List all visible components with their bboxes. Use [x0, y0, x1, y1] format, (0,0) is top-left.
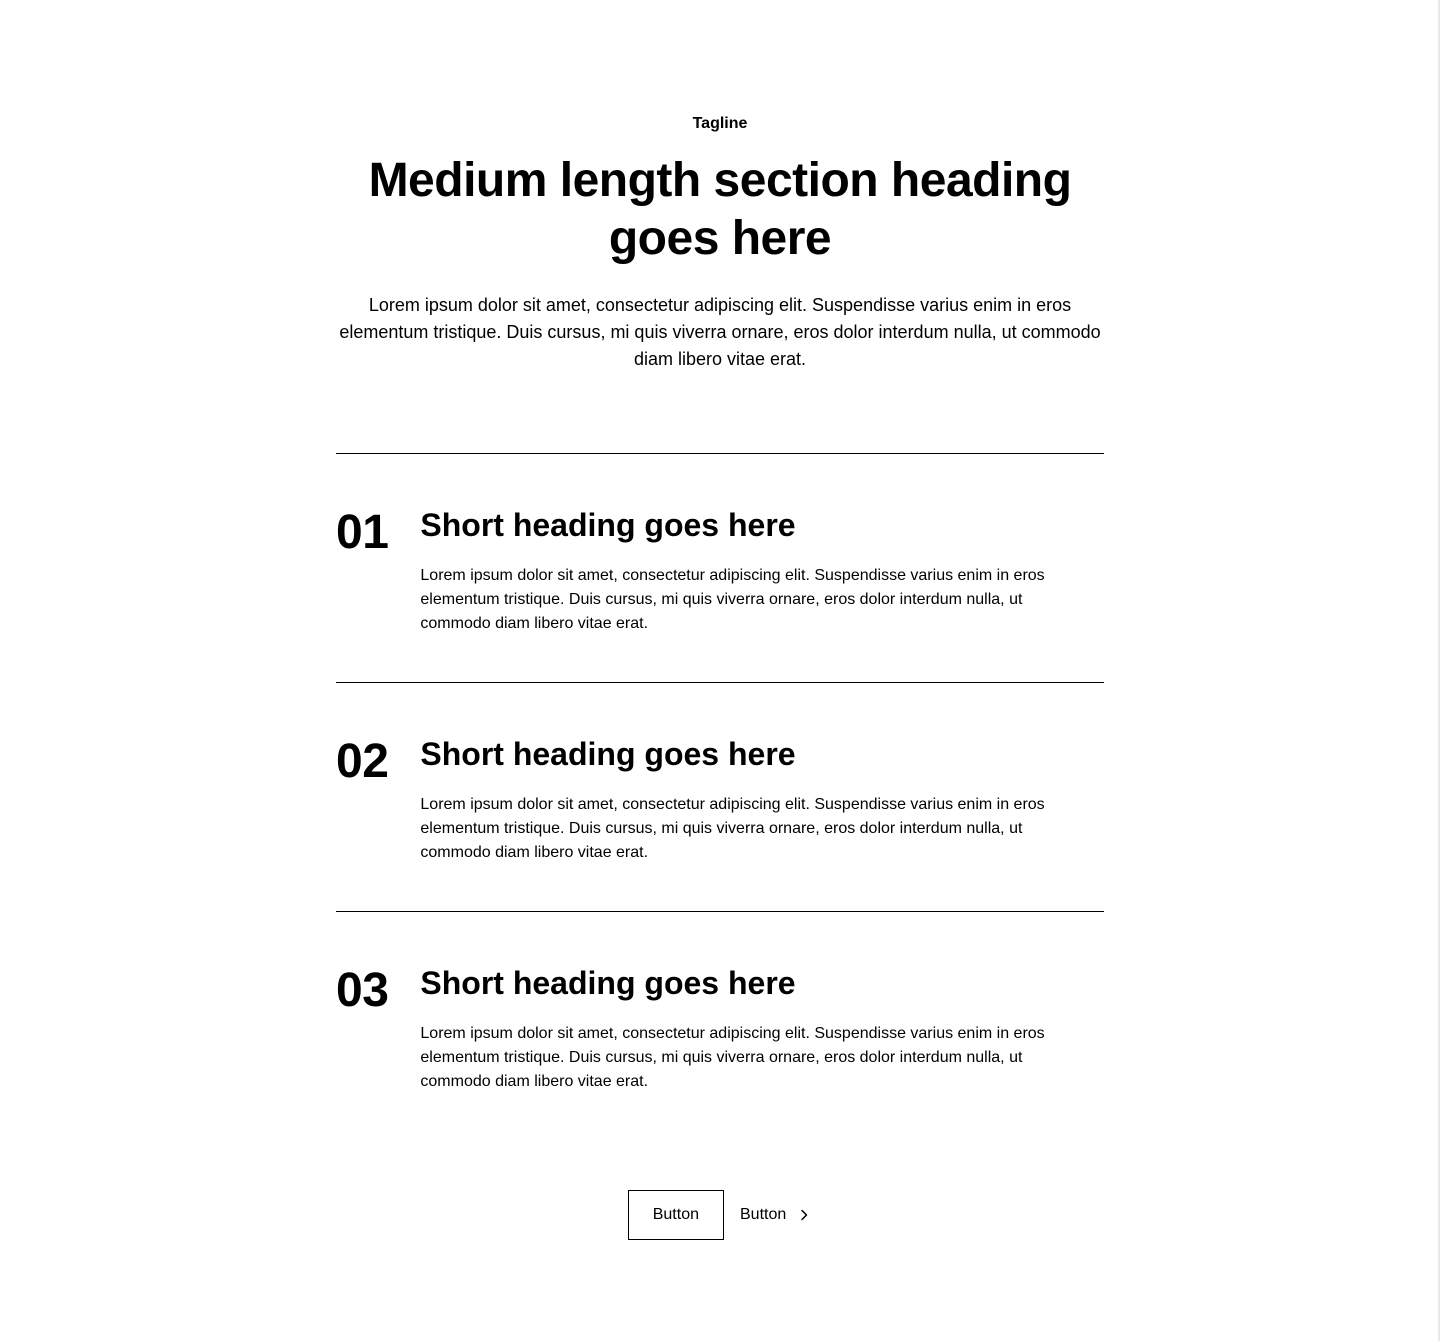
secondary-button-label: Button: [740, 1206, 787, 1223]
item-body: [420, 504, 1104, 636]
list-item: [336, 682, 1104, 911]
button-group: [336, 1190, 1104, 1240]
numbered-list: [336, 453, 1104, 1140]
section-header: [336, 112, 1104, 373]
chevron-right-icon: [796, 1207, 812, 1223]
list-item: [336, 911, 1104, 1140]
item-number: 02: [336, 735, 389, 788]
section-heading: Medium length section heading goes here: [368, 154, 1072, 265]
item-number: 01: [336, 506, 389, 559]
list-item: [336, 453, 1104, 682]
item-description: Lorem ipsum dolor sit amet, consectetur adipiscing elit. Suspendisse varius enim in eros elementum tristique. Duis cursus, mi quis viverra ornare, eros dolor interdum nulla, ut commodo diam libero vitae erat.: [420, 567, 1045, 632]
item-heading: Short heading goes here: [420, 736, 796, 772]
section-description: Lorem ipsum dolor sit amet, consectetur adipiscing elit. Suspendisse varius enim in eros elementum tristique. Duis cursus, mi quis viverra ornare, eros dolor interdum nulla, ut commodo diam libero vitae erat.: [339, 295, 1101, 369]
item-body: [420, 962, 1104, 1094]
item-description: Lorem ipsum dolor sit amet, consectetur adipiscing elit. Suspendisse varius enim in eros elementum tristique. Duis cursus, mi quis viverra ornare, eros dolor interdum nulla, ut commodo diam libero vitae erat.: [420, 1025, 1045, 1090]
item-number: 03: [336, 964, 389, 1017]
item-body: [420, 733, 1104, 865]
tagline: Tagline: [692, 115, 748, 132]
item-heading: Short heading goes here: [420, 965, 796, 1001]
secondary-link-button[interactable]: [740, 1191, 812, 1239]
item-heading: Short heading goes here: [420, 507, 796, 543]
primary-button[interactable]: Button: [628, 1190, 724, 1240]
content-section: [336, 0, 1104, 1240]
item-description: Lorem ipsum dolor sit amet, consectetur adipiscing elit. Suspendisse varius enim in eros elementum tristique. Duis cursus, mi quis viverra ornare, eros dolor interdum nulla, ut commodo diam libero vitae erat.: [420, 796, 1045, 861]
